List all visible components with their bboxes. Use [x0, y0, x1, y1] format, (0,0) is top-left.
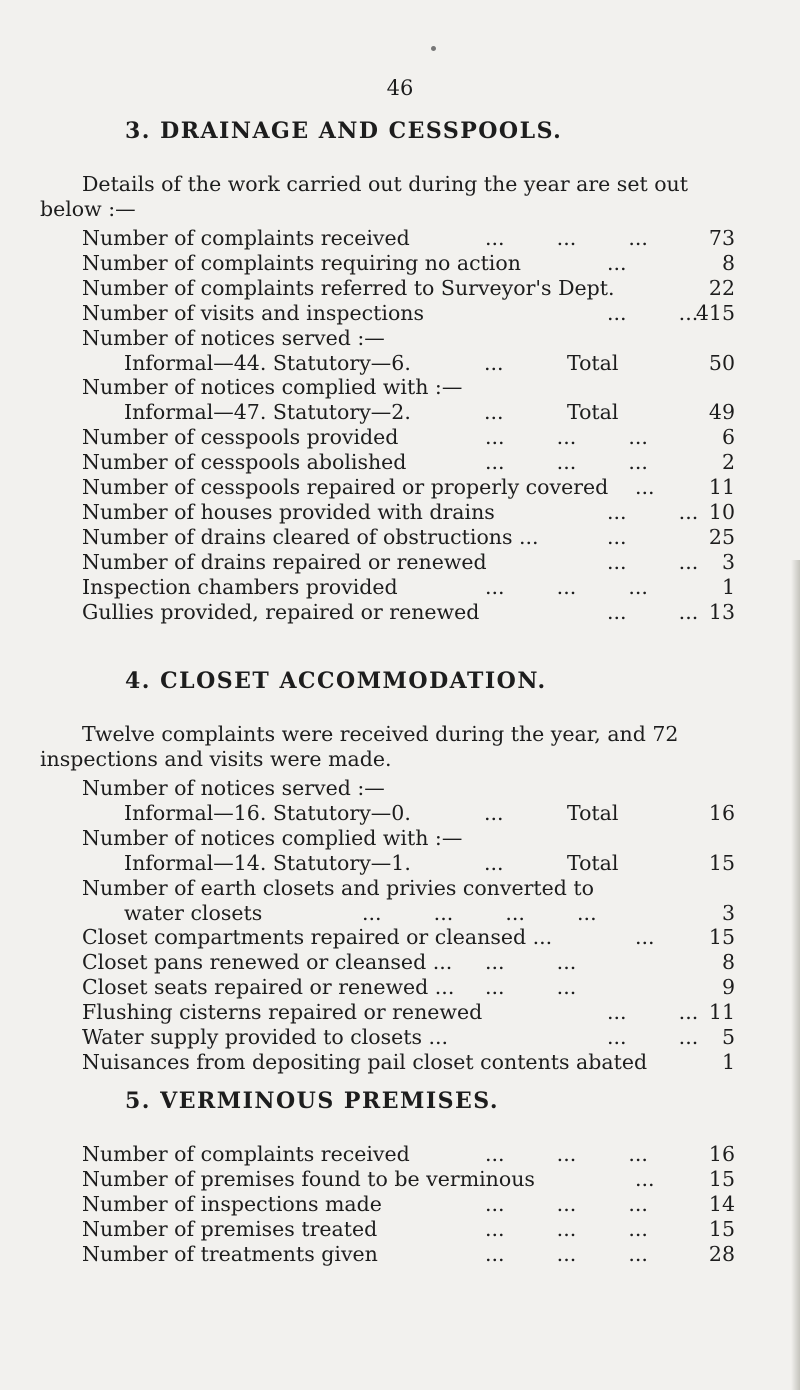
dot-leader: ... ... ...	[485, 1241, 648, 1266]
dot-leader: ... ...	[485, 975, 577, 1000]
row-label: Gullies provided, repaired or renewed	[82, 599, 480, 624]
row-label: Number of cesspools abolished	[82, 450, 407, 475]
row-label: Number of premises found to be verminous	[82, 1166, 535, 1191]
total-label: Total	[567, 400, 619, 425]
dot-leader: ...	[635, 475, 655, 499]
row-label: Number of cesspools provided	[82, 425, 399, 450]
dot-leader: ... ...	[485, 950, 577, 975]
row-value: 11	[708, 1000, 735, 1025]
table-row	[0, 801, 800, 829]
row-value: 22	[708, 275, 735, 300]
total-label: Total	[567, 800, 619, 825]
row-value: 9	[721, 975, 735, 1000]
table-row	[0, 525, 800, 553]
row-value: 13	[708, 599, 735, 624]
dot-leader: ... ...	[607, 549, 699, 574]
row-label: Number of drains repaired or renewed	[82, 549, 487, 574]
row-value: 15	[708, 1216, 735, 1241]
row-label: Number of visits and inspections	[82, 300, 425, 325]
row-label: Inspection chambers provided	[82, 574, 398, 599]
table-row	[0, 876, 800, 904]
table-row	[0, 1167, 800, 1195]
table-row	[0, 1050, 800, 1078]
table-row	[0, 925, 800, 953]
dot-leader: ... ... ...	[485, 1142, 648, 1166]
row-value: 15	[708, 1166, 735, 1191]
table-row	[0, 550, 800, 578]
table-row	[0, 351, 800, 379]
table-row	[0, 400, 800, 428]
table-row	[0, 851, 800, 879]
row-label: Water supply provided to closets ...	[82, 1025, 449, 1049]
dot-leader: ...	[484, 400, 504, 425]
dot-leader: ... ... ...	[485, 226, 648, 250]
row-label: Number of complaints referred to Surveyor's Dept.	[82, 275, 615, 300]
dot-leader: ... ...	[607, 300, 699, 325]
row-value: 11	[708, 475, 735, 499]
page-edge-shadow	[791, 560, 800, 1390]
dot-leader: ...	[635, 925, 655, 950]
row-value: 8	[721, 950, 735, 975]
total-label: Total	[567, 850, 619, 875]
dot-leader: ... ... ... ...	[362, 900, 597, 925]
row-label: Number of drains cleared of obstructions ...	[82, 524, 539, 549]
row-label: Number of premises treated	[82, 1216, 378, 1241]
row-value: 2	[721, 450, 735, 475]
row-label: Closet compartments repaired or cleansed ...	[82, 925, 553, 950]
row-label: Number of cesspools repaired or properly covered	[82, 475, 609, 499]
dot-leader: ...	[607, 250, 627, 275]
row-value: 16	[708, 800, 735, 825]
dot-leader: ...	[607, 524, 627, 549]
row-value: 73	[708, 226, 735, 250]
table-row	[0, 901, 800, 929]
table-row	[0, 425, 800, 453]
row-label: Number of treatments given	[82, 1241, 378, 1266]
closet-intro-line2: inspections and visits were made.	[40, 747, 392, 771]
table-row	[0, 326, 800, 354]
row-label: Number of complaints received	[82, 226, 410, 250]
row-value: 14	[708, 1191, 735, 1216]
table-row	[0, 500, 800, 528]
row-value: 1	[721, 1049, 735, 1074]
row-label: Number of notices served :—	[82, 776, 385, 800]
table-row	[0, 226, 800, 254]
dot-leader: ... ...	[607, 1025, 699, 1049]
dot-leader: ... ... ...	[485, 574, 648, 599]
dot-leader: ... ...	[607, 599, 699, 624]
table-row	[0, 276, 800, 304]
row-label: Informal—16. Statutory—0.	[124, 800, 411, 825]
dot-leader: ...	[484, 350, 504, 375]
row-value: 15	[708, 925, 735, 950]
print-speck	[431, 46, 436, 51]
table-row	[0, 301, 800, 329]
dot-leader: ... ... ...	[485, 1191, 648, 1216]
drainage-intro-line1: Details of the work carried out during the year are set out	[82, 172, 688, 196]
table-row	[0, 1192, 800, 1220]
row-label: Flushing cisterns repaired or renewed	[82, 1000, 483, 1025]
dot-leader: ... ... ...	[485, 425, 648, 450]
table-row	[0, 1217, 800, 1245]
row-label: Number of houses provided with drains	[82, 499, 495, 524]
row-label: Number of inspections made	[82, 1191, 382, 1216]
section-heading-verminous: 5. VERMINOUS PREMISES.	[125, 1088, 500, 1114]
dot-leader: ...	[635, 1166, 655, 1191]
row-value: 16	[708, 1142, 735, 1166]
section-heading-closet: 4. CLOSET ACCOMMODATION.	[125, 668, 547, 694]
table-row	[0, 475, 800, 503]
row-value: 8	[721, 250, 735, 275]
row-value: 49	[708, 400, 735, 425]
table-row	[0, 375, 800, 403]
row-value: 6	[721, 425, 735, 450]
dot-leader: ...	[484, 850, 504, 875]
row-label: Number of complaints requiring no action	[82, 250, 521, 275]
row-value: 50	[708, 350, 735, 375]
table-row	[0, 450, 800, 478]
table-row	[0, 251, 800, 279]
row-label: Number of complaints received	[82, 1142, 410, 1166]
row-label: Informal—47. Statutory—2.	[124, 400, 411, 425]
row-value: 1	[721, 574, 735, 599]
row-label: water closets	[124, 900, 263, 925]
dot-leader: ...	[484, 800, 504, 825]
table-row	[0, 1242, 800, 1270]
row-label: Closet seats repaired or renewed ...	[82, 975, 455, 1000]
table-row	[0, 575, 800, 603]
row-value: 3	[721, 900, 735, 925]
table-row	[0, 600, 800, 628]
row-label: Informal—14. Statutory—1.	[124, 850, 411, 875]
total-label: Total	[567, 350, 619, 375]
table-row	[0, 975, 800, 1003]
table-row	[0, 1025, 800, 1053]
section-heading-drainage: 3. DRAINAGE AND CESSPOOLS.	[125, 118, 563, 144]
row-value: 5	[721, 1025, 735, 1049]
drainage-intro-line2: below :—	[40, 197, 136, 221]
table-row	[0, 826, 800, 854]
row-value: 3	[721, 549, 735, 574]
page-number: 46	[386, 76, 414, 100]
row-label: Closet pans renewed or cleansed ...	[82, 950, 453, 975]
table-row	[0, 950, 800, 978]
row-label: Number of notices complied with :—	[82, 825, 463, 850]
dot-leader: ... ...	[607, 1000, 699, 1025]
dot-leader: ... ... ...	[485, 1216, 648, 1241]
row-label: Nuisances from depositing pail closet contents abated	[82, 1049, 648, 1074]
row-label: Number of notices served :—	[82, 325, 385, 350]
table-row	[0, 1142, 800, 1170]
dot-leader: ... ...	[607, 499, 699, 524]
row-value: 10	[708, 499, 735, 524]
row-label: Number of notices complied with :—	[82, 375, 463, 400]
row-label: Number of earth closets and privies converted to	[82, 875, 594, 900]
row-label: Informal—44. Statutory—6.	[124, 350, 411, 375]
row-value: 28	[708, 1241, 735, 1266]
row-value: 25	[708, 524, 735, 549]
table-row	[0, 776, 800, 804]
table-row	[0, 1000, 800, 1028]
row-value: 15	[708, 850, 735, 875]
row-value: 415	[695, 300, 735, 325]
dot-leader: ... ... ...	[485, 450, 648, 475]
closet-intro-line1: Twelve complaints were received during the year, and 72	[82, 722, 679, 746]
